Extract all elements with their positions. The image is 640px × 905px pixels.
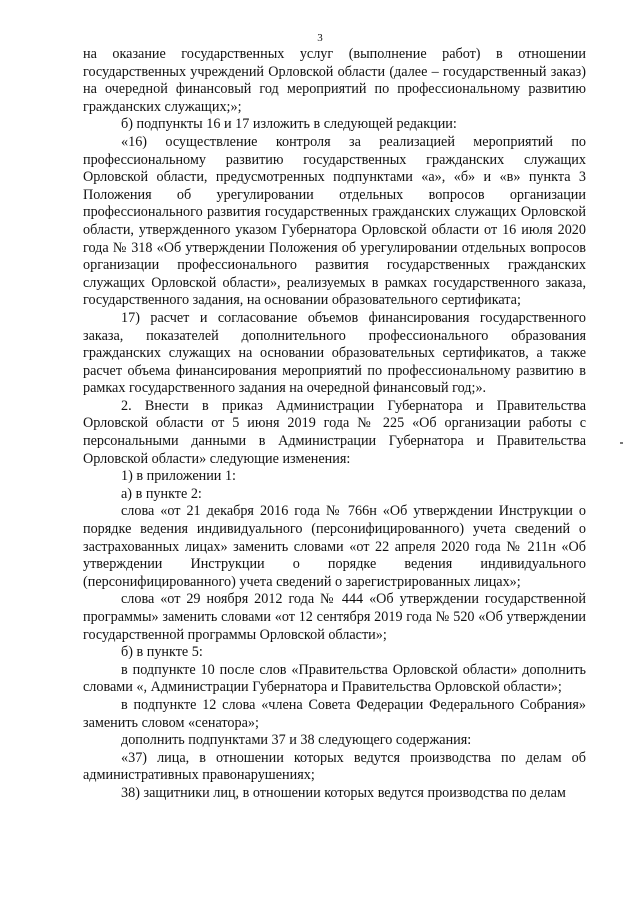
paragraph: а) в пункте 2:	[121, 485, 202, 502]
page-number: 3	[317, 32, 323, 44]
paragraph: 1) в приложении 1:	[121, 468, 236, 485]
paragraph: в подпункте 12 слова «члена Совета Федерации Федерального Собрания» заменить словом «сенатора»;	[83, 696, 586, 731]
paragraph: в подпункте 10 после слов «Правительства Орловской области» дополнить словами «, Администрации Губернатора и Правительства Орловской области»;	[83, 661, 586, 696]
document-body	[83, 46, 586, 803]
paragraph: 38) защитники лиц, в отношении которых ведутся производства по делам	[121, 784, 566, 801]
paragraph: «37) лица, в отношении которых ведутся производства по делам об административных правонарушениях;	[83, 749, 586, 784]
paragraph: 2. Внести в приказ Администрации Губернатора и Правительства Орловской области от 5 июня 2019 года № 225 «Об организации работы с персональными данными в Администрации Губернатора и Правительства Орловской области» следующие изменения:	[83, 397, 586, 467]
paragraph: слова «от 29 ноября 2012 года № 444 «Об утверждении государственной программы» заменить словами «от 12 сентября 2019 года № 520 «Об утверждении государственной программы Орловской области»;	[83, 591, 586, 643]
paragraph: дополнить подпунктами 37 и 38 следующего содержания:	[121, 732, 472, 749]
paragraph: на оказание государственных услуг (выполнение работ) в отношении государственных учреждений Орловской области (далее – государственный заказ) на очередной финансовый год мероприятий по профессиональному развитию гражданских служащих;»;	[83, 46, 586, 115]
paragraph: «16) осуществление контроля за реализацией мероприятий по профессиональному развитию государственных гражданских служащих Орловской области, предусмотренных подпунктами «а», «б» и «в» пункта 3 Положения об урегулировании отдельных вопросов организации профессионального развития государственных гражданских служащих Орловской области, утвержденного указом Губернатора Орловской области от 16 июля 2020 года № 318 «Об утверждении Положения об урегулировании отдельных вопросов организации профессионального развития государственных гражданских служащих Орловской области», реализуемых в рамках государственного заказа, государственного задания, на основании образовательного сертификата;	[83, 133, 586, 309]
paragraph: б) в пункте 5:	[121, 644, 203, 661]
paragraph: 17) расчет и согласование объемов финансирования государственного заказа, показателей дополнительного профессионального образования гражданских служащих на основании образовательных сертификатов, а также расчет объема финансирования мероприятий по профессиональному развитию в рамках государственного задания на очередной финансовый год;».	[83, 309, 586, 397]
paragraph: слова «от 21 декабря 2016 года № 766н «Об утверждении Инструкции о порядке ведения индивидуального (персонифицированного) учета сведений о застрахованных лицах» заменить словами «от 22 апреля 2020 года № 211н «Об утверждении Инструкции о порядке ведения индивидуального (персонифицированного) учета сведений о зарегистрированных лицах»;	[83, 503, 586, 590]
scan-mark	[620, 442, 623, 444]
paragraph: б) подпункты 16 и 17 изложить в следующей редакции:	[121, 116, 457, 133]
